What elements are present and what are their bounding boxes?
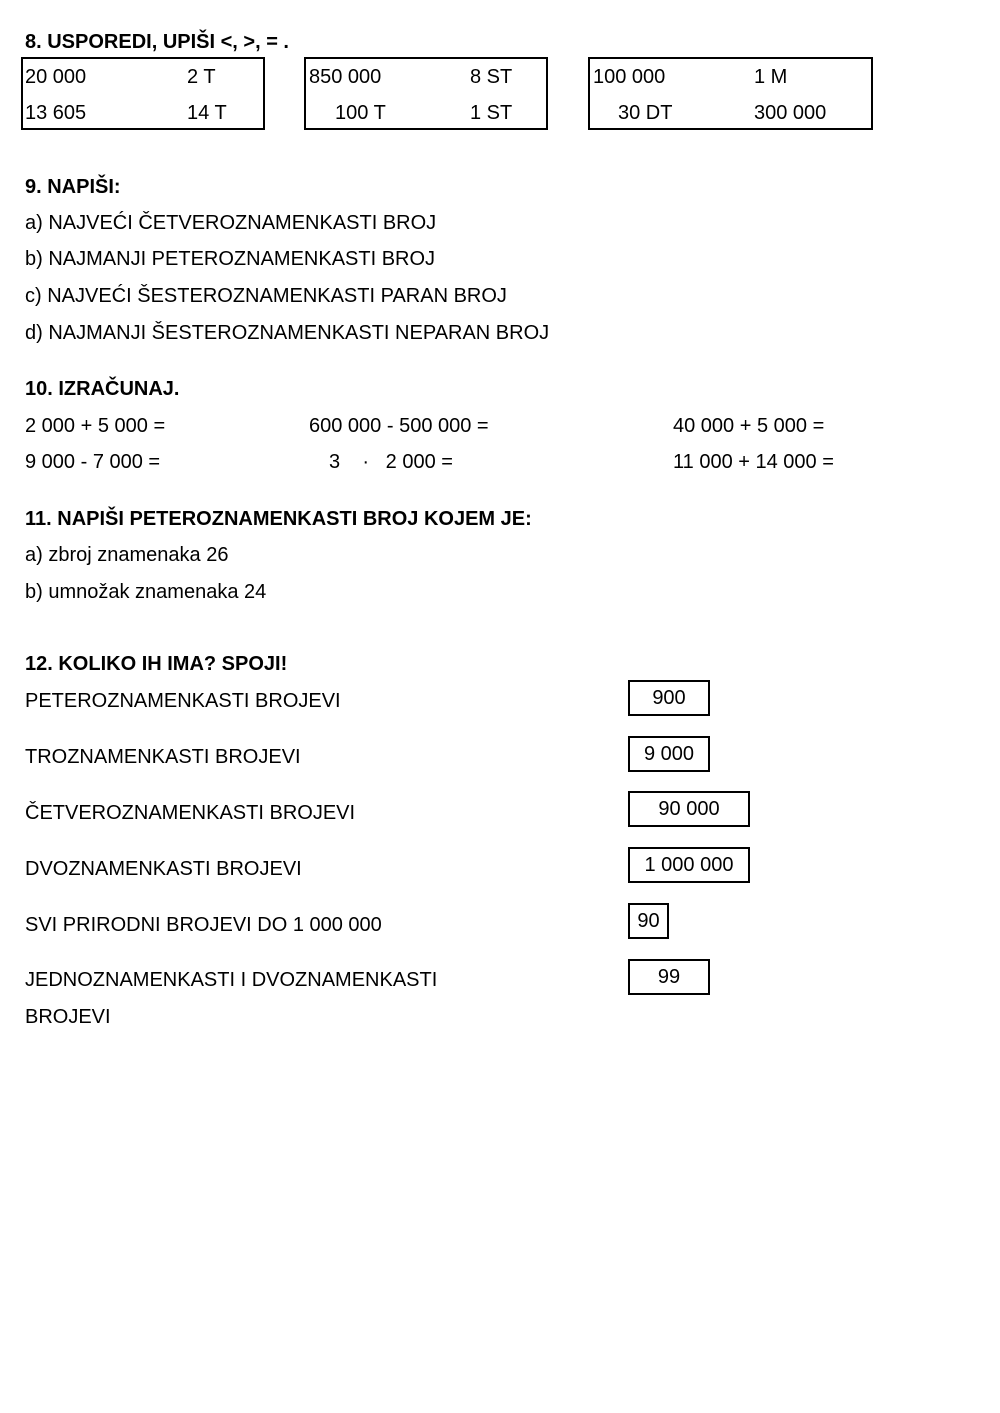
match-label: SVI PRIRODNI BROJEVI DO 1 000 000 [25, 914, 382, 936]
answer-box: 1 000 000 [628, 847, 750, 883]
equation: 2 000 + 5 000 = [25, 415, 166, 437]
task-11-title: 11. NAPIŠI PETEROZNAMENKASTI BROJ KOJEM JE: [25, 508, 532, 530]
compare-value: 100 T [335, 102, 386, 124]
compare-value: 300 000 [754, 102, 827, 124]
match-label: BROJEVI [25, 1006, 111, 1028]
answer-box: 9 000 [628, 736, 710, 772]
compare-value: 20 000 [25, 66, 87, 88]
compare-value: 13 605 [25, 102, 87, 124]
task-10-title: 10. IZRAČUNAJ. [25, 378, 180, 400]
answer-box: 90 000 [628, 791, 750, 827]
task-9-item: d) NAJMANJI ŠESTEROZNAMENKASTI NEPARAN BROJ [25, 322, 550, 344]
answer-box: 900 [628, 680, 710, 716]
task-12-title: 12. KOLIKO IH IMA? SPOJI! [25, 653, 288, 675]
task-8-title: 8. USPOREDI, UPIŠI <, >, = . [25, 31, 289, 53]
compare-value: 1 ST [470, 102, 513, 124]
compare-value: 8 ST [470, 66, 513, 88]
match-label: JEDNOZNAMENKASTI I DVOZNAMENKASTI [25, 969, 438, 991]
task-9-item: b) NAJMANJI PETEROZNAMENKASTI BROJ [25, 248, 436, 270]
equation: 9 000 - 7 000 = [25, 451, 161, 473]
match-label: TROZNAMENKASTI BROJEVI [25, 746, 301, 768]
compare-value: 30 DT [618, 102, 673, 124]
compare-value: 100 000 [593, 66, 666, 88]
match-label: PETEROZNAMENKASTI BROJEVI [25, 690, 341, 712]
equation: 600 000 - 500 000 = [309, 415, 489, 437]
answer-box: 90 [628, 903, 669, 939]
equation: 11 000 + 14 000 = [673, 451, 834, 473]
task-9-title: 9. NAPIŠI: [25, 176, 121, 198]
match-label: DVOZNAMENKASTI BROJEVI [25, 858, 302, 880]
task-9-item: c) NAJVEĆI ŠESTEROZNAMENKASTI PARAN BROJ [25, 285, 507, 307]
equation: 3 · 2 000 = [329, 451, 453, 473]
answer-box: 99 [628, 959, 710, 995]
compare-value: 850 000 [309, 66, 382, 88]
match-label: ČETVEROZNAMENKASTI BROJEVI [25, 802, 356, 824]
equation: 40 000 + 5 000 = [673, 415, 825, 437]
compare-value: 14 T [187, 102, 227, 124]
task-11-item: a) zbroj znamenaka 26 [25, 544, 229, 566]
task-11-item: b) umnožak znamenaka 24 [25, 581, 267, 603]
task-9-item: a) NAJVEĆI ČETVEROZNAMENKASTI BROJ [25, 212, 437, 234]
compare-value: 2 T [187, 66, 216, 88]
compare-value: 1 M [754, 66, 788, 88]
